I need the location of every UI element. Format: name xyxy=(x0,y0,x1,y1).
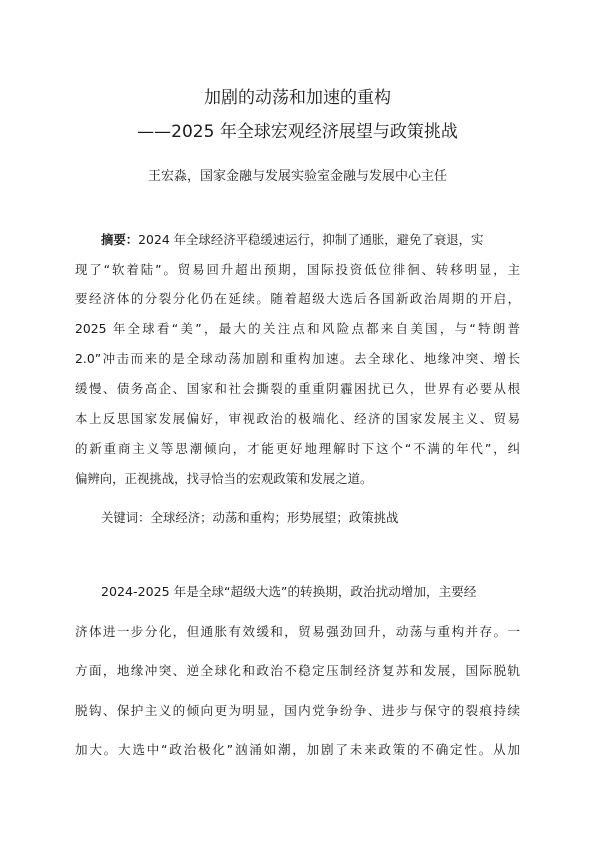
abstract-label: 摘要： xyxy=(101,232,139,247)
body-line-4: 脱钩、保护主义的倾向更为明显，国内党争纷争、进步与保守的裂痕持续 xyxy=(75,703,520,718)
abstract-line-6: 缓慢、债务高企、国家和社会撕裂的重重阴霾困扰已久，世界有必要从根 xyxy=(75,381,520,396)
page-subtitle: ——2025 年全球宏观经济展望与政策挑战 xyxy=(137,122,458,142)
body-line-3: 方面，地缘冲突、逆全球化和政治不稳定压制经济复苏和发展，国际脱轨 xyxy=(75,663,520,678)
author-line: 王宏淼，国家金融与发展实验室金融与发展中心主任 xyxy=(147,169,447,184)
abstract-line-8: 的新重商主义等思潮倾向，才能更好地理解时下这个“不满的年代”，纠 xyxy=(75,441,520,456)
abstract-line-4: 2025 年全球看“美”，最大的关注点和风险点都来自美国，与“特朗普 xyxy=(75,321,520,336)
keywords-line: 关键词：全球经济；动荡和重构；形势展望；政策挑战 xyxy=(101,510,399,525)
abstract-line-3: 要经济体的分裂分化仍在延续。随着超级大选后各国新政治周期的开启， xyxy=(75,291,520,306)
abstract-line-5: 2.0”冲击而来的是全球动荡加剧和重构加速。去全球化、地缘冲突、增长 xyxy=(75,351,520,366)
body-line-2: 济体进一步分化，但通胀有效缓和，贸易强劲回升，动荡与重构并存。一 xyxy=(75,624,520,639)
abstract-line-2: 现了“软着陆”。贸易回升超出预期，国际投资低位徘徊、转移明显，主 xyxy=(75,262,520,277)
page-title: 加剧的动荡和加速的重构 xyxy=(204,88,391,108)
abstract-text: 2024 年全球经济平稳缓速运行，抑制了通胀，避免了衰退，实 xyxy=(138,232,484,247)
body-line-1: 2024-2025 年是全球“超级大选”的转换期，政治扰动增加，主要经 xyxy=(101,584,477,599)
abstract-line-9: 偏辨向，正视挑战，找寻恰当的宏观政策和发展之道。 xyxy=(75,471,373,486)
body-line-5: 加大。大选中“政治极化”汹涌如潮，加剧了未来政策的不确定性。从加 xyxy=(75,742,520,757)
abstract-line-1 xyxy=(101,231,520,249)
abstract-line-7: 本上反思国家发展偏好，审视政治的极端化、经济的国家发展主义、贸易 xyxy=(75,411,520,426)
